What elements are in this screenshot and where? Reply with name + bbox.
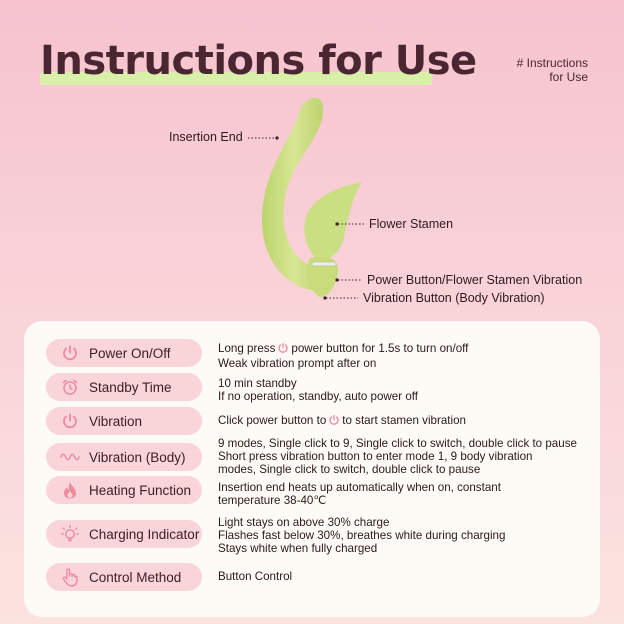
desc-text: Insertion end heats up automatically when on, constant — [218, 481, 501, 494]
desc-text: Flashes fast below 30%, breathes white during charging — [218, 529, 506, 542]
feature-pill — [46, 407, 202, 435]
feature-description — [218, 437, 590, 476]
feature-pill — [46, 443, 202, 471]
feature-pill — [46, 476, 202, 504]
feature-description — [218, 414, 590, 429]
feature-label: Power On/Off — [89, 345, 171, 361]
hand-touch-icon — [60, 567, 80, 587]
feature-pill — [46, 339, 202, 367]
desc-text: If no operation, standby, auto power off — [218, 390, 419, 403]
desc-text: modes, Single click to switch, double click to pause — [218, 463, 481, 476]
feature-description — [218, 570, 590, 583]
flame-icon — [60, 480, 80, 500]
desc-text: Weak vibration prompt after on — [218, 357, 377, 370]
wave-icon — [60, 447, 80, 467]
feature-pill — [46, 520, 202, 548]
section-tag-line2: for Use — [549, 70, 588, 84]
desc-text: Stays white when fully charged — [218, 542, 378, 555]
desc-text: Button Control — [218, 570, 293, 583]
power-icon — [328, 414, 340, 429]
power-icon — [60, 343, 80, 363]
page-title: Instructions for Use — [40, 38, 477, 84]
feature-label: Charging Indicator — [89, 526, 200, 542]
desc-text: to start stamen vibration — [342, 414, 466, 427]
desc-text: 10 min standby — [218, 377, 297, 390]
power-icon — [277, 342, 289, 357]
feature-description — [218, 516, 590, 555]
callout-flower-stamen: Flower Stamen — [369, 217, 454, 231]
feature-label: Vibration — [89, 413, 143, 429]
desc-text: Short press vibration button to enter mode 1, 9 body vibration — [218, 450, 533, 463]
callout-insertion-end: Insertion End — [169, 130, 243, 144]
feature-label: Heating Function — [89, 482, 192, 498]
section-tag-line1: # Instructions — [516, 56, 588, 70]
power-icon — [60, 411, 80, 431]
desc-text: power button for 1.5s to turn on/off — [291, 342, 469, 355]
desc-text: temperature 38-40℃ — [218, 494, 327, 507]
feature-description — [218, 377, 590, 403]
callout-power-button: Power Button/Flower Stamen Vibration — [367, 273, 583, 287]
desc-text: Long press — [218, 342, 276, 355]
feature-description — [218, 481, 590, 507]
instructions-panel — [24, 321, 600, 617]
feature-label: Control Method — [89, 569, 182, 585]
desc-text: Light stays on above 30% charge — [218, 516, 390, 529]
feature-pill — [46, 563, 202, 591]
desc-text: Click power button to — [218, 414, 327, 427]
callout-vibration-button: Vibration Button (Body Vibration) — [363, 291, 545, 305]
feature-description — [218, 342, 590, 370]
feature-label: Standby Time — [89, 379, 172, 395]
desc-text: 9 modes, Single click to 9, Single click to switch, double click to pause — [218, 437, 577, 450]
feature-pill — [46, 373, 202, 401]
alarm-clock-icon — [60, 377, 80, 397]
lightbulb-icon — [60, 524, 80, 544]
feature-label: Vibration (Body) — [89, 449, 186, 465]
power-button-ring — [312, 262, 336, 266]
flower-stamen — [304, 182, 362, 260]
